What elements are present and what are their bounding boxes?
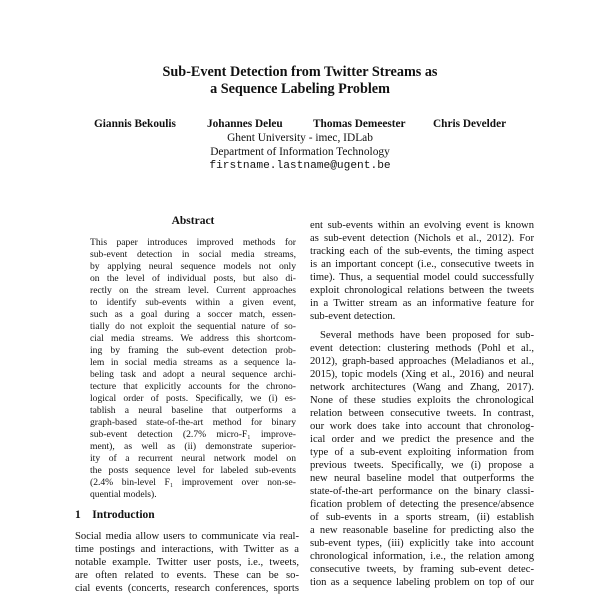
abstract-line: by applying neural sequence models not only — [90, 261, 296, 272]
abstract-line: such as a goal during a soccer match, essen- — [90, 309, 296, 320]
affiliation-university: Ghent University - imec, IDLab — [227, 132, 373, 144]
affiliation-department: Department of Information Technology — [210, 146, 390, 158]
abstract-line: quential models). — [90, 489, 157, 500]
body-line: new neural baseline model that outperforms the — [310, 473, 534, 484]
body-line: network architectures (Wang and Zhang, 2017). — [310, 382, 534, 393]
body-line: sub-event detection. — [310, 311, 396, 322]
body-line: ical order and we predict the presence and the — [310, 434, 534, 445]
section-title: Introduction — [92, 509, 155, 521]
section-heading-introduction — [75, 509, 155, 521]
abstract-line: sub-event detection in social media streams, — [90, 249, 296, 260]
abstract-line: tecture that explicitly accounts for the chrono- — [90, 381, 296, 392]
abstract-line: to identify sub-events within a given event, — [90, 297, 296, 308]
body-line: consecutive tweets, by framing sub-event detec- — [310, 564, 534, 575]
author-deleu: Johannes Deleu — [207, 118, 283, 130]
body-line: previous tweets. Specifically, we (i) propose a — [310, 460, 534, 471]
paper-title-line-2: a Sequence Labeling Problem — [210, 81, 390, 97]
body-line: event detection: clustering methods (Pohl et al., — [310, 343, 534, 354]
body-line: state-of-the-art performance on the binary classi- — [310, 486, 534, 497]
body-line: of sub-events in a sports stream, (ii) establish — [310, 512, 534, 523]
abstract-line: ity of a recurrent neural network model on — [90, 453, 296, 464]
body-line: fication problem of detecting the presence/absence — [310, 499, 534, 510]
body-line: in a Twitter stream as an informative feature for — [310, 298, 534, 309]
abstract-line: beling task and adopt a neural sequence archi- — [90, 369, 296, 380]
body-line: Several methods have been proposed for sub- — [320, 330, 534, 341]
body-line: is an important concept (i.e., consecutive tweets in — [310, 259, 534, 270]
abstract-heading: Abstract — [171, 215, 215, 227]
body-line: chronological information, i.e., the relation among — [310, 551, 534, 562]
author-develder: Chris Develder — [433, 118, 507, 130]
abstract-line: (2.4% bin-level F₁ improvement over non-se- — [90, 477, 296, 488]
abstract-line: graph-based state-of-the-art method for binary — [90, 417, 296, 428]
body-line: time). Thus, a sequential model could successfully — [310, 272, 534, 283]
abstract-line: cial media streams. We address this shortcom- — [90, 333, 296, 344]
body-line: are often related to events. These can be so- — [75, 570, 299, 581]
abstract-line: the posts sequence level for labeled sub-events — [90, 465, 296, 476]
body-line: tion as a sequence labeling problem on top of our — [310, 577, 534, 588]
abstract-line: tially do not exploit the sequential nature of so- — [90, 321, 296, 332]
abstract-line: lem in social media streams as a sequence la- — [90, 357, 296, 368]
abstract-line: ment), as well as (ii) demonstrate superior- — [90, 441, 296, 452]
abstract-line: ing by framing the sub-event detection prob- — [90, 345, 296, 356]
body-line: type of a sub-event exploiting information from — [310, 447, 534, 458]
body-line: as sub-event detection (Nichols et al., 2012). For — [310, 233, 534, 244]
author-email: firstname.lastname@ugent.be — [209, 160, 391, 172]
abstract-line: on the level of individual posts, but also di- — [90, 273, 296, 284]
body-line: tracking each of the sub-events, the timing aspect — [310, 246, 534, 257]
section-number: 1 — [75, 509, 81, 521]
body-line: notable example. Twitter user posts, i.e., tweets, — [75, 557, 299, 568]
body-line: exploit chronological relations between the tweets — [310, 285, 534, 296]
abstract-line: tablish a neural baseline that outperforms a — [90, 405, 296, 416]
body-line: our work does take into account that chronolog- — [310, 421, 534, 432]
author-demeester: Thomas Demeester — [313, 118, 406, 130]
abstract-line: This paper introduces improved methods for — [90, 237, 296, 248]
body-line: time postings and interactions, with Twitter as a — [75, 544, 299, 555]
body-line: cial events (concerts, research conferences, sports — [75, 583, 299, 594]
body-line: sub-event types, (iii) explicitly take into account — [310, 538, 534, 549]
body-line: 2015), topic models (Xing et al., 2016) and neural — [310, 369, 534, 380]
body-line: Social media allow users to communicate via real- — [75, 531, 299, 542]
body-line: a new reasonable baseline for predicting also the — [310, 525, 534, 536]
author-bekoulis: Giannis Bekoulis — [94, 118, 176, 130]
body-line: relation between consecutive tweets. In contrast, — [310, 408, 534, 419]
abstract-line: rectly on the stream level. Current approaches — [90, 285, 296, 296]
abstract-line: sub-event detection (2.7% micro-F₁ improve- — [90, 429, 296, 440]
body-line: 2012), graph-based approaches (Meladianos et al., — [310, 356, 534, 367]
paper-title-line-1: Sub-Event Detection from Twitter Streams as — [162, 64, 438, 80]
body-line: ent sub-events within an evolving event is known — [310, 220, 534, 231]
abstract-line: logical order of posts. Specifically, we (i) es- — [90, 393, 296, 404]
body-line: None of these studies exploits the chronological — [310, 395, 534, 406]
